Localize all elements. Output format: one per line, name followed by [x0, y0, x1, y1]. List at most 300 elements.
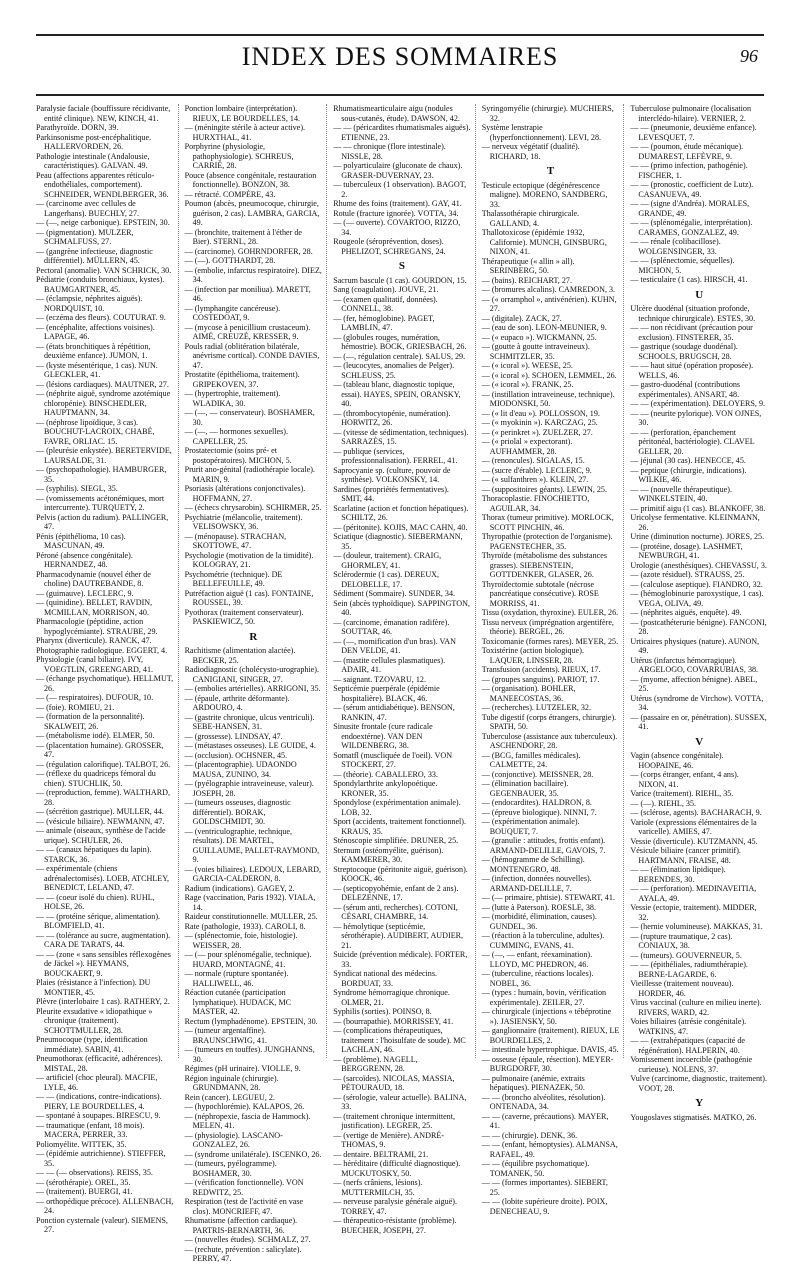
- index-entry: — (vertige de Menière). ANDRÉ-THOMAS, 9.: [333, 1130, 444, 1149]
- index-entry: Rachitisme (alimentation alactée). BECKER, 25.: [184, 646, 296, 665]
- index-entry: — (voies biliaires). LEDOUX, LEBARD, GARCIA-CALDERON, 8.: [184, 864, 322, 883]
- index-entry: Pathologie intestinale (Andalousie, caractéristiques). GALVAN. 49.: [36, 151, 150, 170]
- index-entry: Varice (traitement). RIEHL, 35.: [630, 789, 734, 798]
- index-entry: — (— pour splénomégalie, technique). HUARD, MONTAGNÉ, 41.: [184, 950, 312, 969]
- index-entry: Sacrum bascule (1 cas). GOURDON, 15.: [333, 275, 467, 285]
- index-entry: Parkinsonisme post-encéphalitique. HALLERVORDEN, 26.: [36, 132, 152, 151]
- index-entry: Pelvis (action du radium). PALLINGER, 47.: [36, 512, 169, 531]
- index-entry: — saignant. TZOVARU, 12.: [333, 674, 426, 684]
- index-entry: Thyroïdectomie subtotale (nécrose pancréatique consécutive). ROSE MORRISS, 41.: [481, 579, 599, 608]
- index-entry: — (mycose à penicillium crustaceum). AIMÉ, CREUZÉ, KRESSER, 9.: [184, 322, 311, 341]
- index-entry: — (sérum antidiabétique). BENSON, RANKIN, 47.: [333, 703, 455, 722]
- index-entry: Testicule ectopique (dégénérescence maligne). MORENO, SANDBERG, 33.: [481, 180, 608, 209]
- index-entry: — (digitale). ZACK, 27.: [481, 313, 562, 323]
- index-column-2: [184, 104, 328, 1263]
- index-entry: — (« priolal » expectorant). AUFHAMMER, 28.: [481, 437, 573, 456]
- index-entry: Radium (indications). GAGEY, 2.: [184, 883, 295, 893]
- index-entry: — (néphrites aiguës, enquête). 49.: [630, 608, 742, 617]
- index-entry: Vulve (carcinome, diagnostic, traitement). VOOT, 28.: [630, 1074, 767, 1093]
- index-entry: — (hypertrophie, traitement). WLADIKA, 30.: [184, 389, 281, 408]
- index-entry: Spondylarthrite ankylopoétique. KRONER, 35.: [333, 779, 438, 798]
- index-entry: — — (extrahépatiques (capacité de régénération). HALPERIN, 40.: [630, 1036, 745, 1055]
- index-entry: — (guimauve). LECLERC, 9.: [36, 588, 134, 598]
- index-entry: — (— ouverte). COVARTOO, RIZZO, 34.: [333, 218, 461, 237]
- index-entry: Sinusite frontale (cure radicale endoextérne). VAN DEN WILDENBERG, 38.: [333, 722, 433, 750]
- index-column-5: [630, 104, 772, 1122]
- index-entry: — tuberculeux (1 observation). BAGOT, 2.: [333, 180, 467, 199]
- index-entry: — (vitesse de sédimentation, techniques). SARRAZÈS, 15.: [333, 427, 469, 446]
- index-entry: — (lymphangite cancéreuse). COSTEDOAT, 9.: [184, 303, 281, 322]
- index-entry: — nerveux végétatif (dualité). RICHARD, 18.: [481, 142, 580, 161]
- index-entry: — (organisation). BOHLER, MANEECOSTAS, 36.: [481, 684, 576, 703]
- index-entry: — — (perforation, épanchement péritonéal, bactériologie). CLAVEL GELLER, 20.: [630, 427, 755, 456]
- index-entry: Uricolyse fermentative. KLEINMANN, 26.: [630, 513, 760, 532]
- index-entry: Pyothorax (traitement conservateur). PASKIEWICZ, 50.: [184, 607, 304, 626]
- index-entry: Thyroïde (métabolisme des substances grasses). SIEBENSTEIN, GOTTDENKER, GLASER, 26.: [481, 551, 607, 579]
- index-entry: Rhumatisme (affection cardiaque). PARTRIS-BERNARTH, 36.: [184, 1216, 298, 1235]
- index-entry: Rate (pathologie, 1933). CAROLI, 8.: [184, 921, 306, 931]
- index-entry: Virus vaccinal (culture en milieu inerte). RIVERS, WARD, 42.: [630, 998, 762, 1017]
- index-entry: — — (pneumonie, deuxième enfance). LEVESQUET, 7.: [630, 123, 757, 142]
- index-entry: — osseuse (épaule, résection). MEYER-BURGDORFF, 30.: [481, 1054, 614, 1073]
- index-entry: — (eczéma des fleurs). COUTURAT. 9.: [36, 313, 166, 322]
- index-entry: — (vérification fonctionnelle). VON REDWITZ, 25.: [184, 1178, 304, 1197]
- index-entry: Péroné (absence congénitale). HERNANDEZ, 48.: [36, 550, 133, 569]
- index-entry: — (myome, affection bénigne). ABEL, 25.: [630, 674, 758, 693]
- index-entry: — (sérothérapie). OREL, 35.: [36, 1177, 131, 1187]
- index-entry: — — (équilibre psychomatique). TOMANEK, 50.: [481, 1159, 590, 1178]
- index-entry: — — non récidivant (précaution pour exclusion). FINSTERER, 35.: [630, 323, 753, 342]
- index-entry: — (placentographie). UDAONDO MAUSA, ZUNINO, 34.: [184, 760, 297, 779]
- index-entry: — — (chirurgie). DENK, 36.: [481, 1130, 578, 1140]
- index-entry: — (« orramphol », antivénérien). KUHN, 27.: [481, 294, 617, 313]
- index-entry: Transfusion (accidents). RIEUX, 17.: [481, 665, 601, 674]
- index-entry: — (occlusion). OCHSNER, 45.: [184, 750, 288, 760]
- index-entry: — (« icoral »). SCHOEN, LEMMEL, 26.: [481, 370, 617, 380]
- index-entry: — (reproduction, femme). WALTHARD, 28.: [36, 788, 170, 807]
- index-entry: — (encéphalite, affections voisines). LAPAGE, 46.: [36, 322, 155, 341]
- index-entry: Rhumatismearticulaire aigu (nodules sous-cutanés, étude). DAWSON, 42.: [333, 104, 460, 123]
- index-entry: — testiculaire (1 cas). HIRSCH, 41.: [630, 275, 748, 284]
- index-entry: — (« perinkret »). ZUELZER, 27.: [481, 427, 593, 437]
- index-entry: Spondylose (expérimentation animale). LOB, 32.: [333, 798, 461, 817]
- index-entry: — (gangrène infectieuse, diagnostic différentiel). MÜLLERN, 45.: [36, 246, 153, 265]
- index-entry: Voies biliaires (atrésie congénitale). WATKINS, 47.: [630, 1017, 747, 1036]
- index-entry: Raideur constitutionnelle. MULLER, 25.: [184, 912, 318, 921]
- index-entry: — (formation de la personnalité). SKALWEIT, 26.: [36, 712, 145, 731]
- index-entry: — (bains). REICHART, 27.: [481, 275, 572, 285]
- index-entry: Radiodiagnostic (cholécysto-urographie). CANIGIANI, SINGER, 27.: [184, 665, 319, 684]
- index-entry: — (nouvelles études). SCHMALZ, 27.: [184, 1235, 311, 1244]
- index-entry: — — (splénectomie, séquelles). MICHON, 5.: [630, 256, 735, 275]
- index-entry: Poliomyélite. WITTEK, 35.: [36, 1139, 127, 1149]
- index-entry: — (épreuve biologique). NINNI, 7.: [481, 807, 597, 817]
- index-entry: — (goutte à goutte intraveineux). SCHMITZLER, 35.: [481, 342, 590, 361]
- index-entry: — chirurgicale (injections « tébéprotine »). JASIENSKY, 50.: [481, 1007, 612, 1026]
- index-entry: Prostatectomie (soins pré- et postopératoires). MICHON, 5.: [184, 446, 292, 465]
- index-entry: — — rénale (colibacillose). WOLGENSINGER, 33.: [630, 237, 721, 256]
- index-entry: — spontané à soupapes. BIRESCU, 9.: [36, 1111, 161, 1120]
- index-entry: — (pigmentation). MULZER, SCHMALFUSS, 27.: [36, 227, 134, 246]
- index-entry: — (métabolisme iodé). ELMER, 50.: [36, 731, 155, 740]
- index-entry: — (états bronchitiques à répétition, deuxième enfance). JUMON, 1.: [36, 341, 151, 360]
- index-entry: — (sclérose, agents). BACHARACH, 9.: [630, 808, 762, 817]
- index-entry: Thyropathie (protection de l'organisme). PAGENSTECHER, 35.: [481, 532, 613, 551]
- index-entry: Syphilis (sorties). POINSO, 8.: [333, 1007, 432, 1016]
- index-entry: — — (canaux hépatiques du lapin). STARCK, 36.: [36, 845, 152, 864]
- index-entry: Syndicat national des médecins. BORDUAT, 33.: [333, 969, 438, 988]
- index-entry: — (kyste mésentérique, 1 cas). NUN. GLECKLER, 41.: [36, 360, 158, 379]
- index-entry: — (recherches). LUTZELER, 32.: [481, 703, 592, 712]
- index-entry: — — (lobite supérieure droite). POIX, DENECHEAU, 9.: [481, 1197, 608, 1216]
- index-entry: — (foie). ROMIEU, 21.: [36, 702, 115, 712]
- index-entry: — (bronchite, traitement à l'éther de Bier). STERNL, 28.: [184, 227, 303, 246]
- index-entry: Ulcère duodénal (situation profonde, technique chirurgicale). ESTES, 30.: [630, 304, 756, 323]
- index-entry: Vomissement incoercible (pathogénie curieuse). NOLENS, 37.: [630, 1055, 753, 1074]
- index-entry: — (embolies artérielles). ARRIGONI, 35.: [184, 684, 321, 693]
- index-entry: — traumatique (enfant, 18 mois). MACERA, PERRER, 33.: [36, 1120, 145, 1139]
- index-entry: — (—, régulation centrale). SALUS, 29.: [333, 351, 466, 361]
- section-letter: V: [695, 735, 704, 748]
- index-entry: Vessie (ectopie, traitement). MIDDER, 32.: [630, 903, 757, 922]
- index-entry: Paralysie faciale (bouffissure récidivante, entité clinique). NEW, KINCH, 41.: [36, 104, 171, 123]
- index-entry: — (traitement). BUERGI, 41.: [36, 1187, 133, 1196]
- index-entry: Prostatite (épithélioma, traitement). GRIPEKOVEN, 37.: [184, 370, 300, 389]
- index-entry: — (ventriculographie, technique, résultats). DE MARTEL, GUILLAUME, PALLET-RAYMOND, 9.: [184, 826, 320, 864]
- index-entry: — thérapeutico-résistante (problème). BUECHER, JOSEPH, 27.: [333, 1216, 457, 1235]
- index-entry: — (—, momification d'un bras). VAN DEN VELDE, 41.: [333, 636, 456, 655]
- index-entry: — (leucocytes, anomalies de Pelger). SCHLEUSS, 25.: [333, 361, 455, 380]
- index-entry: Psychométrie (technique). DE BELLEFEUILLE, 49.: [184, 569, 283, 588]
- index-entry: Sténoscopie simplifiée. DRUNER, 25.: [333, 836, 459, 845]
- index-entry: — (—). GOTTHARDT, 28.: [184, 256, 276, 265]
- index-entry: — (protéine, dosage). LASHMET, NEWBURGH, 41.: [630, 541, 743, 560]
- index-entry: — (rupture traumatique, 2 cas). CONIAUX, 38.: [630, 931, 733, 950]
- index-entry: — jéjunal (30 cas). HENECCE, 45.: [630, 456, 746, 465]
- index-entry: Yougoslaves stigmatisés. MATKO, 26.: [630, 1112, 757, 1122]
- index-entry: — gastrique (soudage duodénal). SCHOOLS, BRUGSCH, 28.: [630, 342, 738, 361]
- section-letter: R: [249, 630, 258, 643]
- index-entry: — (syndrome unilatérale). ISCENKO, 26.: [184, 1149, 322, 1159]
- index-column-4: [481, 104, 625, 1216]
- index-entry: — (tumeurs). GOUVERNEUR, 5.: [630, 950, 742, 960]
- index-entry: — (lutte à Paterson). ROESLE, 38.: [481, 902, 596, 912]
- index-entry: — (hémogramme de Schilling). MONTENEGRO, 48.: [481, 855, 585, 874]
- index-entry: — — (neurite pylorique). VON OJNES, 30.: [630, 408, 762, 427]
- index-entry: — animale (oiseaux, synthèse de l'acide urique). SCHULER, 26.: [36, 826, 166, 845]
- index-entry: — expérimentale (chiens adrénalectomisés). LOEB, ATCHLEY, BENEDICT, LELAND, 47.: [36, 864, 170, 892]
- index-entry: — (néphrose lipoïdique, 3 cas). BOUCHUT-LACROIX, CHABÉ, FAVRE, ORLIAC. 15.: [36, 417, 155, 446]
- index-entry: — (« icoral »). WEESE, 25.: [481, 361, 573, 370]
- index-entry: — — (indications, contre-indications). PIERY, LE BOURDELLES, 4.: [36, 1092, 162, 1111]
- index-entry: Tissu (oxydation, thyroxine). EULER, 26.: [481, 608, 619, 617]
- index-entry: Plèvre (interlobaire 1 cas). RATHERY, 2.: [36, 997, 170, 1006]
- index-entry: — (méningite stérile à acteur active). HURXTHAL, 41.: [184, 123, 306, 142]
- index-entry: — dentaire. BELTRAMI, 21.: [333, 1149, 429, 1159]
- index-entry: — (—). RIEHL, 35.: [630, 798, 697, 808]
- index-entry: Putréfaction aiguë (1 cas). FONTAINE, ROUSSEL, 39.: [184, 588, 314, 607]
- index-entry: — (tuberculine, réactions locales). NOBEL, 36.: [481, 969, 594, 988]
- index-entry: — (globules rouges, numération, hémostrie). BOCK, GRIESBACH, 26.: [333, 332, 467, 351]
- index-entry: — (corps étranger, enfant, 4 ans). NIXON, 41.: [630, 770, 739, 789]
- index-entry: Thallotoxicose (épidémie 1932, Californie). MUNCH, GINSBURG, NIXON, 41.: [481, 228, 607, 256]
- index-entry: Streptocoque (péritonite aiguë, guérison). KOOCK, 46.: [333, 864, 468, 883]
- index-entry: — ganglionnaire (traitement). RIEUX, LE BOURDELLES, 2.: [481, 1026, 620, 1045]
- index-entry: — (sucre d'érable). LECLERC, 9.: [481, 465, 592, 475]
- index-entry: Thorax (tumeur primitive). MORLOCK, SCOTT PINCHIN, 46.: [481, 513, 614, 532]
- section-letter: U: [695, 288, 704, 301]
- index-entry: — (carcinome). GOHRNDORFER, 28.: [184, 246, 313, 256]
- index-entry: Psychiatrie (mélancolie, traitement). VELISOWSKY, 36.: [184, 512, 303, 531]
- index-entry: — (néphrite aiguë, syndrome azotémique chloropénie). BINSCHEDLER, HAUPTMANN, 34.: [36, 389, 171, 417]
- page-header: [36, 34, 764, 96]
- index-entry: — — (expérimentation). DELOYERS, 9.: [630, 399, 766, 408]
- index-entry: — (grossesse). LINDSAY, 47.: [184, 731, 283, 741]
- index-entry: — (« lit d'eau »). POLLOSSON, 19.: [481, 408, 600, 418]
- index-entry: — (passaire en or, pénétration). SUSSEX, 41.: [630, 712, 767, 731]
- index-entry: — (pyélographie intraveineuse, valeur). JOSEPH, 28.: [184, 779, 314, 798]
- index-entry: — (sérum anti, recherches). COTONI, CÉSARI, CHAMBRE, 14.: [333, 902, 458, 921]
- index-entry: — (métastases osseuses). LE GUIDE, 4.: [184, 741, 316, 750]
- section-letter: T: [546, 165, 555, 177]
- index-entry: Toxistérine (action biologique). LAQUER, LINSSER, 28.: [481, 646, 584, 665]
- index-entry: — — (nouvelle thérapeutique). WINKELSTEIN, 40.: [630, 484, 732, 503]
- index-entry: — (douleur, traitement). CRAIG, GHORMLEY, 41.: [333, 551, 442, 570]
- index-entry: — (granulie : attitudes, frottis enfant). ARMAND-DELILLE, GAVOIS, 7.: [481, 836, 606, 855]
- index-entry: — (hémoglobinurie paroxystique, 1 cas). VEGA, OLIVA, 49.: [630, 589, 764, 608]
- index-entry: — (traitement chronique intermittent, justification). LEGRER, 25.: [333, 1111, 456, 1130]
- index-entry: Rougeole (séroprévention, doses). PHELIZOT, SCHREGANS, 24.: [333, 237, 446, 256]
- index-entry: Prurit ano-génital (radiothérapie locale). MARIN, 9.: [184, 465, 315, 484]
- index-entry: Photographie radiologique. EGGERT, 4.: [36, 645, 168, 655]
- index-entry: Réaction cutanée (participation lymphatique). HUDACK, MC MASTER, 42.: [184, 988, 292, 1016]
- index-entry: Peau (affections apparentes réticulo-endothéliales, comportement). SCHNEIDER, WENDLBERGER, 36.: [36, 170, 169, 199]
- index-entry: — nerveuse paralysie générale aiguë). TORREY, 47.: [333, 1197, 458, 1216]
- index-entry: — (néphropexie, fascia de Hammock). MELEN, 41.: [184, 1111, 311, 1130]
- index-entry: Scarlatine (action et fonction hépatiques). SCHILTZ, 26.: [333, 503, 469, 522]
- index-entry: — — (caverne, précautions). MAYER, 41.: [481, 1111, 609, 1130]
- index-entry: — (—, — hormones sexuelles). CAPELLER, 25.: [184, 427, 288, 446]
- index-entry: — (fer, hémoglobine). PAGET, LAMBLIN, 47.: [333, 313, 435, 332]
- index-entry: Suicide (prévention médicale). FORTER, 33.: [333, 950, 468, 969]
- index-entry: — — (tolérance au sucre, augmentation). CARA DE TARATS, 44.: [36, 930, 171, 949]
- index-entry: — (réflexe du quadriceps fémoral du chien). STUCHLIK, 50.: [36, 769, 156, 788]
- index-entry: Régimes (pH urinaire). VIOLLE, 9.: [184, 1064, 301, 1073]
- index-entry: — hémolytique (septicémie, sérothérapie). AUDIBERT, AUDIER, 21.: [333, 921, 464, 950]
- index-entry: — (complications thérapeutiques, traitement : l'hoisulfate de soude). MC LACHLAN, 46.: [333, 1026, 466, 1054]
- index-entry: Variole (expressions élémentaires de la varicelle). AMIES, 47.: [630, 817, 757, 836]
- index-entry: — (hypochlorémie). KALAPOS, 26.: [184, 1102, 305, 1111]
- index-entry: — (ménopause). STRACHAN, SKOTTOWE, 47.: [184, 531, 287, 550]
- index-entry: Pneumocoque (type, identification immédiate). SABIN, 41.: [36, 1035, 148, 1054]
- index-entry: Pharmacodynamie (nouvel éther de choline) DAUTREBANDE, 8.: [36, 569, 151, 588]
- index-entry: — — (— observations). REISS, 35.: [36, 1168, 153, 1177]
- index-entry: Parathyroïde. DORN, 39.: [36, 123, 119, 132]
- index-entry: — (carcinome, émanation radifère). SOUTTAR, 46.: [333, 617, 450, 636]
- index-entry: — (tableau blanc, diagnostic topique, essai). HAYES, SPEIN, ORANSKY, 40.: [333, 380, 461, 408]
- index-entry: — rétracté. COMPÈRE, 43.: [184, 189, 276, 199]
- index-entry: — (bromures alcalins). CAMREDON, 3.: [481, 285, 616, 294]
- index-entry: Sciatique (diagnostic). SIEBERMANN, 35.: [333, 532, 463, 551]
- index-column-1: [36, 104, 179, 1234]
- index-entry: Ponction cysternale (valeur). SIEMENS, 27.: [36, 1215, 168, 1234]
- index-entry: Vagin (absence congénitale). HOOPAINE, 46.: [630, 751, 724, 770]
- index-entry: — (types : humain, bovin, vérification expérimentale). ZEILER, 27.: [481, 988, 607, 1007]
- index-entry: — — (élimination lipidique). BERENDES, 30.: [630, 865, 726, 884]
- index-entry: — orthopédique précoce). ALLENBACH, 24.: [36, 1196, 174, 1215]
- index-entry: — (gastrite chronique, ulcus ventriculi). SEBE-HANSEN, 31.: [184, 712, 315, 731]
- index-entry: — polyarticulaire (gluconate de chaux). GRASER-DUVERNAY, 23.: [333, 161, 463, 180]
- index-entry: — (vomissements acétonémiques, mort intercurrente). TURQUETY, 2.: [36, 493, 165, 512]
- index-entry: Porphyrine (physiologie, pathophysiologie). SCHREUS, CARRIÉ, 28.: [184, 142, 294, 170]
- index-entry: — — chronique (flore intestinale). NISSLE, 28.: [333, 142, 446, 161]
- index-entry: — (embolie, infarctus respiratoire). DIEZ, 34.: [184, 265, 322, 284]
- index-entry: — (BCG, familles médicales). CALMETTE, 24.: [481, 750, 581, 769]
- index-entry: Sang (coagulation). JOUVE, 21.: [333, 285, 439, 294]
- index-entry: — — haut situé (opération proposée). WELLS, 46.: [630, 361, 754, 380]
- index-entry: Rectum (lymphadénome). EPSTEIN, 30.: [184, 1016, 318, 1026]
- index-entry: Toxicomanie (formes rares). MEYER, 25.: [481, 636, 619, 646]
- index-entry: — (épaule, arthrite déformante). ARDOURO, 4.: [184, 693, 290, 712]
- index-entry: — (thrombocytopénie, numération). HORWITZ, 26.: [333, 408, 451, 427]
- index-entry: Sardines (propriétés fermentatives). SMIT, 44.: [333, 484, 449, 503]
- index-entry: Sein (abcès typhoïdique). SAPPINGTON, 40.: [333, 598, 470, 617]
- index-entry: — — (pronostic, coefficient de Lutz). CASANUEVA, 49.: [630, 180, 754, 199]
- index-entry: Physiologie (canal biliaire). IVY, VOEGTLIN, GREENGARD, 41.: [36, 655, 154, 674]
- index-entry: — héréditaire (difficulté diagnostique). MUCKUTOSKY, 50.: [333, 1159, 461, 1178]
- index-entry: — (« icoral »). FRANK, 25.: [481, 380, 574, 389]
- index-entry: — (septicopyohémie, enfant de 2 ans). DELEZENNE, 17.: [333, 883, 459, 902]
- index-entry: Psoriasis (altérations conjonctivales). HOFFMANN, 27.: [184, 484, 306, 503]
- index-entry: Rein (cancer). LEGUEU, 2.: [184, 1092, 275, 1102]
- index-entry: — — (splénomégalie, interprétation). CARAMES, GONZALEZ, 49.: [630, 218, 753, 237]
- index-entry: Saprocyanie sp. (culture, pouvoir de synthèse). VOLKONSKY, 14.: [333, 465, 451, 484]
- index-entry: — (calculose aseptique). FIANDRO, 32.: [630, 579, 763, 589]
- index-entry: Utérus (infarctus hémorragique). ARGELOGO, COVARRUBIAS, 38.: [630, 655, 759, 674]
- index-entry: Utérus (syndrome de Virchow). VOTTA, 34.: [630, 693, 764, 712]
- index-column-3: [333, 104, 476, 1235]
- index-entry: — (mastite cellules plasmatiques). ADAIR, 41.: [333, 655, 446, 674]
- index-entry: — — (péricardites rhumatismales aiguës). ETIENNE, 23.: [333, 123, 471, 142]
- index-entry: — — (zone « sans sensibles réflexogènes de Jäckel »). HEYMANS, BOUCKAERT, 9.: [36, 949, 171, 978]
- page-number: 96: [740, 46, 758, 66]
- index-entry: — — (enfant, hémoptysies). ALMANSA, RAFAEL, 49.: [481, 1140, 618, 1159]
- index-entry: Pénis (épithélioma, 10 cas). MASCUNAN, 49.: [36, 531, 126, 550]
- index-entry: — (éclampsie, néphrites aiguës). NORDQUIST, 10.: [36, 294, 143, 313]
- index-entry: — (nerfs crâniens, lésions). MUTTERMILCH, 35.: [333, 1178, 423, 1197]
- index-entry: — (physiologie). LASCANO-GONZALEZ, 26.: [184, 1130, 283, 1149]
- index-entry: Pédiatrie (conduits bronchiaux, kystes). BAUMGARTNER, 45.: [36, 275, 165, 294]
- index-entry: Pleurite exsudative « idiopathique » chronique (traitement). SCHOTTMULLER, 28.: [36, 1006, 153, 1035]
- index-entry: — — (signe d'Andréa). MORALES, GRANDE, 49.: [630, 199, 750, 218]
- index-entry: Somatfl (muscliquée de l'oeil). VON STOCKERT, 27.: [333, 750, 453, 769]
- section-letter: S: [398, 260, 406, 272]
- index-entry: — (splénectomie, foie, histologie). WEISSER, 28.: [184, 931, 298, 950]
- index-entry: — (endocardites). HALDRON, 8.: [481, 798, 592, 807]
- index-entry: — (placentation humaine). GROSSER, 47.: [36, 740, 164, 759]
- index-entry: Système lenstrapie (hyperfonctionnement). LEVI, 28.: [481, 123, 602, 142]
- index-entry: — (instillation intraveineuse, technique). MIODONSKI, 50.: [481, 389, 615, 408]
- index-entry: Vessie (diverticule). KUTZMANN, 45.: [630, 836, 758, 846]
- index-entry: — — (broncho alvéolites, résolution). ONTENADA, 34.: [481, 1092, 606, 1111]
- index-entry: Syndrome hémorragique chronique. OLMER, 21.: [333, 988, 450, 1007]
- index-entry: — intestinale hypertrophique. DAVIS, 45.: [481, 1045, 619, 1054]
- index-entry: — (eau de son). LEON-MEUNIER, 9.: [481, 323, 607, 332]
- index-entry: — primitif aigu (1 cas). BLANKOFF, 38.: [630, 503, 766, 513]
- index-entry: — (lésions cardiaques). MAUTNER, 27.: [36, 379, 169, 389]
- index-entry: — (régulation calorifique). TALBOT, 26.: [36, 759, 171, 769]
- index-entry: Pharmacologie (péptidine, action hypoglycémiante). STRAUBE, 29.: [36, 617, 158, 636]
- index-entry: — — (poumon, étude mécanique). DUMAREST, LEFÈVRE, 9.: [630, 142, 744, 161]
- index-entry: — (tumeur argentaffine). BRAUNSCHWIG, 41.: [184, 1026, 268, 1045]
- index-entry: Tissu nerveux (imprégnation argentifère, théorie). BERGEL, 26.: [481, 617, 614, 636]
- index-entry: Tube digestif (corps étrangers, chirurgie). SPATH, 50.: [481, 712, 617, 731]
- index-entry: — (tumeurs, pyélogramme). BOSHAMER, 30.: [184, 1159, 277, 1178]
- index-entry: — (« sulfanthren »). KLEIN, 27.: [481, 475, 589, 484]
- index-entry: Vieillesse (traitement nouveau). HORDER, 46.: [630, 979, 734, 998]
- index-entry: Rage (vaccination, Paris 1932). VIALA, 14.: [184, 893, 316, 912]
- index-entry: Urine (diminution nocturne). JORES, 25.: [630, 532, 765, 541]
- index-entry: — (élimination bacillaire). GEGENBAUER, 35.: [481, 779, 569, 798]
- index-entry: — (azote résiduel). STRAUSS, 25.: [630, 570, 745, 579]
- index-entry: — (renoncules). SIGALAS, 15.: [481, 456, 585, 465]
- index-entry: — (« myokinin »). KARCZAG, 25.: [481, 418, 598, 427]
- index-entry: — (morbidité, élimination, causes). GUNDEL, 36.: [481, 912, 597, 931]
- index-columns: [36, 104, 772, 1263]
- index-entry: Plaies (résistance à l'infection). DU MONTIER, 45.: [36, 978, 151, 997]
- index-entry: Tuberculose (assistance aux tuberculeux). ASCHENDORF, 28.: [481, 731, 618, 750]
- index-entry: Tuberculose pulmonaire (localisation interclédo-hilaire). VERNIER, 2.: [630, 104, 752, 123]
- index-entry: — (échange psychomatique). HELLMUT, 26.: [36, 674, 174, 693]
- index-entry: — artificiel (choc pleural). MACFIE, LYLE, 46.: [36, 1073, 158, 1092]
- index-entry: — (infection, données nouvelles). ARMAND-DELILLE, 7.: [481, 874, 592, 893]
- index-entry: — (échecs chrysarobin). SCHIRMER, 25.: [184, 503, 322, 512]
- index-entry: — (bourrapathie). MORRISSEY, 41.: [333, 1016, 454, 1026]
- index-entry: Thérapeutique (« allin » all). SERINBERG, 50.: [481, 256, 575, 275]
- index-entry: — (théorie). CABALLERO, 33.: [333, 769, 438, 779]
- index-entry: — (expérimentation animale). BOUQUET, 7.: [481, 817, 580, 836]
- index-entry: — (suppositoires géants). LEWIN, 25.: [481, 484, 607, 494]
- index-entry: Syringomyélie (chirurgie). MUCHIERS, 32.: [481, 104, 614, 123]
- index-entry: Pouce (absence congénitale, restauration fonctionnelle). BONZON, 38.: [184, 170, 317, 189]
- index-entry: Urticaires physiques (nature). AUNON, 49.: [630, 636, 760, 655]
- index-entry: — peptique (chirurgie, indications). WILKIE, 46.: [630, 465, 747, 484]
- index-entry: — (problème). NAGELL, BERGGRENN, 28.: [333, 1054, 418, 1073]
- index-entry: Ponction lombaire (interprétation). RIEUX, LE BOURDELLES, 14.: [184, 104, 301, 123]
- index-entry: — — (protéine sérique, alimentation). BLOMFIELD, 41.: [36, 911, 161, 930]
- index-entry: — (« eupaco »). WICKMANN, 25.: [481, 332, 597, 342]
- index-entry: — (infection par moniliua). MARETT, 46.: [184, 284, 311, 303]
- index-entry: — (rechute, prévention : salicylate). PERRY, 47.: [184, 1244, 302, 1263]
- index-entry: Pouls radial (oblitération bilatérale, anévrisme cortical). CONDE DAVIES, 47.: [184, 341, 320, 370]
- index-entry: — (sécrétion gastrique). MULLER, 44.: [36, 807, 164, 816]
- index-entry: — (—, neige carbonique). EPSTEIN, 30.: [36, 218, 170, 227]
- index-entry: — (carcinome avec cellules de Langerhans). BUECHLY, 27.: [36, 199, 140, 218]
- index-entry: — (— primaire, phtisie). STEWART, 41.: [481, 893, 615, 902]
- index-entry: — (syphilis). SIEGL, 35.: [36, 484, 118, 493]
- index-entry: — — (primo infection, pathogénie). FISCHER, 1.: [630, 161, 748, 180]
- index-entry: Urologie (anesthésiques). CHEVASSU, 3.: [630, 560, 767, 570]
- index-entry: Respiration (test de l'activité en vase clos). MONCRIEFF, 47.: [184, 1197, 304, 1216]
- page-title: INDEX DES SOMMAIRES: [241, 42, 559, 71]
- index-entry: Rotule (fracture ignorée). VOTTA, 34.: [333, 208, 459, 218]
- index-entry: — (hernie volumineuse). MAKKAS, 31.: [630, 922, 763, 931]
- index-entry: — — (formes importantes). SIEBERT, 25.: [481, 1178, 608, 1197]
- section-letter: Y: [695, 1097, 704, 1109]
- index-entry: — (conjonctive). MEISSNER, 28.: [481, 769, 594, 779]
- index-entry: — (quinidine). BELLET, RAVDIN, MCMILLAN, MORRISON, 40.: [36, 598, 153, 617]
- index-entry: — (postcathéterurie bénigne). FANCONI, 28.: [630, 617, 767, 636]
